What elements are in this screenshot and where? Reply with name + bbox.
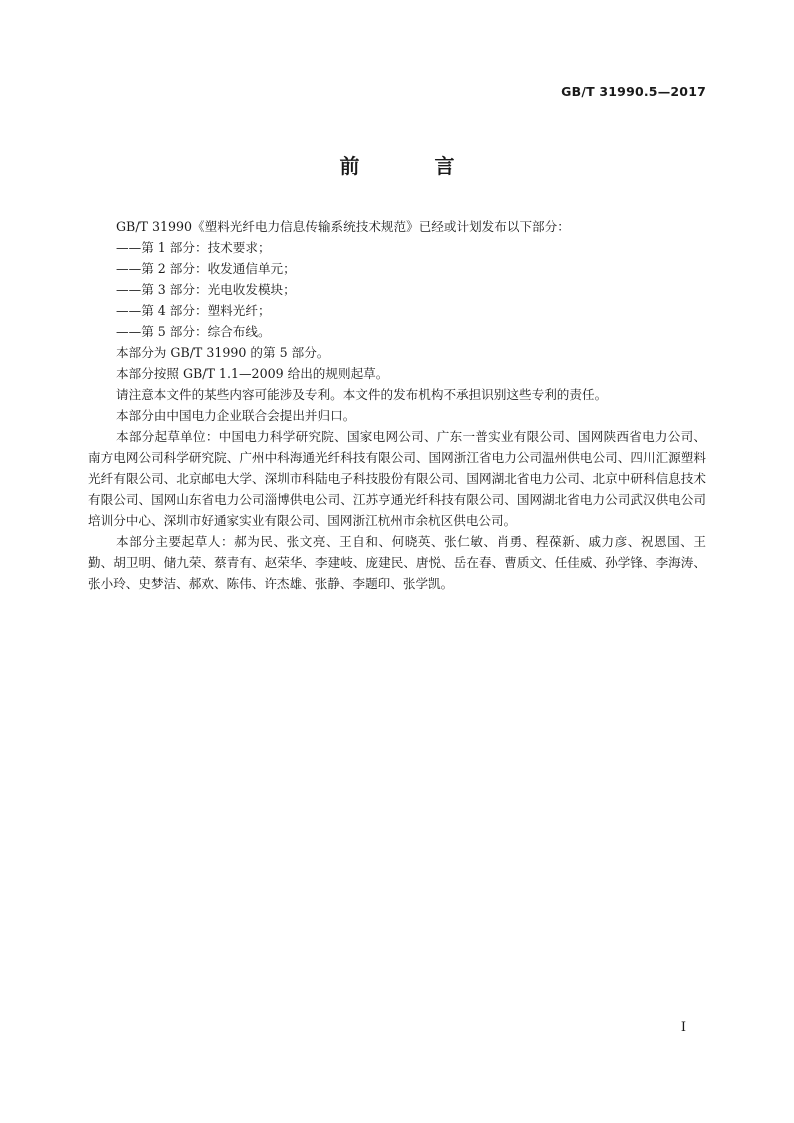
- page-number: I: [680, 1020, 686, 1035]
- part-list-item-2: ——第 2 部分：收发通信单元；: [116, 261, 296, 276]
- document-body: [88, 216, 706, 594]
- part-list-item-4: ——第 4 部分：塑料光纤；: [116, 303, 271, 318]
- page-title: 前 言: [339, 154, 489, 178]
- drafters-paragraph: 本部分主要起草人：郝为民、张文亮、王自和、何晓英、张仁敏、肖勇、程葆新、戚力彦、祝恩国、王勤、胡卫明、储九荣、蔡青有、赵荣华、李建岐、庞建民、唐悦、岳在春、曹质文、任佳威、孙学锋、李海涛、张小玲、史梦洁、郝欢、陈伟、许杰雄、张静、李题印、张学凯。: [88, 534, 706, 591]
- part-list-item-5: ——第 5 部分：综合布线。: [116, 324, 271, 339]
- statement-drafting-rules: 本部分按照 GB/T 1.1—2009 给出的规则起草。: [116, 366, 389, 381]
- statement-part-number: 本部分为 GB/T 31990 的第 5 部分。: [116, 345, 330, 360]
- statement-patent-notice: 请注意本文件的某些内容可能涉及专利。本文件的发布机构不承担识别这些专利的责任。: [116, 387, 608, 402]
- part-list-item-3: ——第 3 部分：光电收发模块；: [116, 282, 296, 297]
- statement-proposer: 本部分由中国电力企业联合会提出并归口。: [116, 408, 356, 423]
- standard-number: GB/T 31990.5—2017: [561, 84, 706, 99]
- intro-paragraph: GB/T 31990《塑料光纤电力信息传输系统技术规范》已经或计划发布以下部分：: [116, 219, 570, 234]
- part-list-item-1: ——第 1 部分：技术要求；: [116, 240, 271, 255]
- drafting-units-paragraph: 本部分起草单位：中国电力科学研究院、国家电网公司、广东一普实业有限公司、国网陕西省电力公司、南方电网公司科学研究院、广州中科海通光纤科技有限公司、国网浙江省电力公司温州供电公司、四川汇源塑料光纤有限公司、北京邮电大学、深圳市科陆电子科技股份有限公司、国网湖北省电力公司、北京中研科信息技术有限公司、国网山东省电力公司淄博供电公司、江苏亨通光纤科技有限公司、国网湖北省电力公司武汉供电公司培训分中心、深圳市好通家实业有限公司、国网浙江杭州市余杭区供电公司。: [88, 429, 706, 528]
